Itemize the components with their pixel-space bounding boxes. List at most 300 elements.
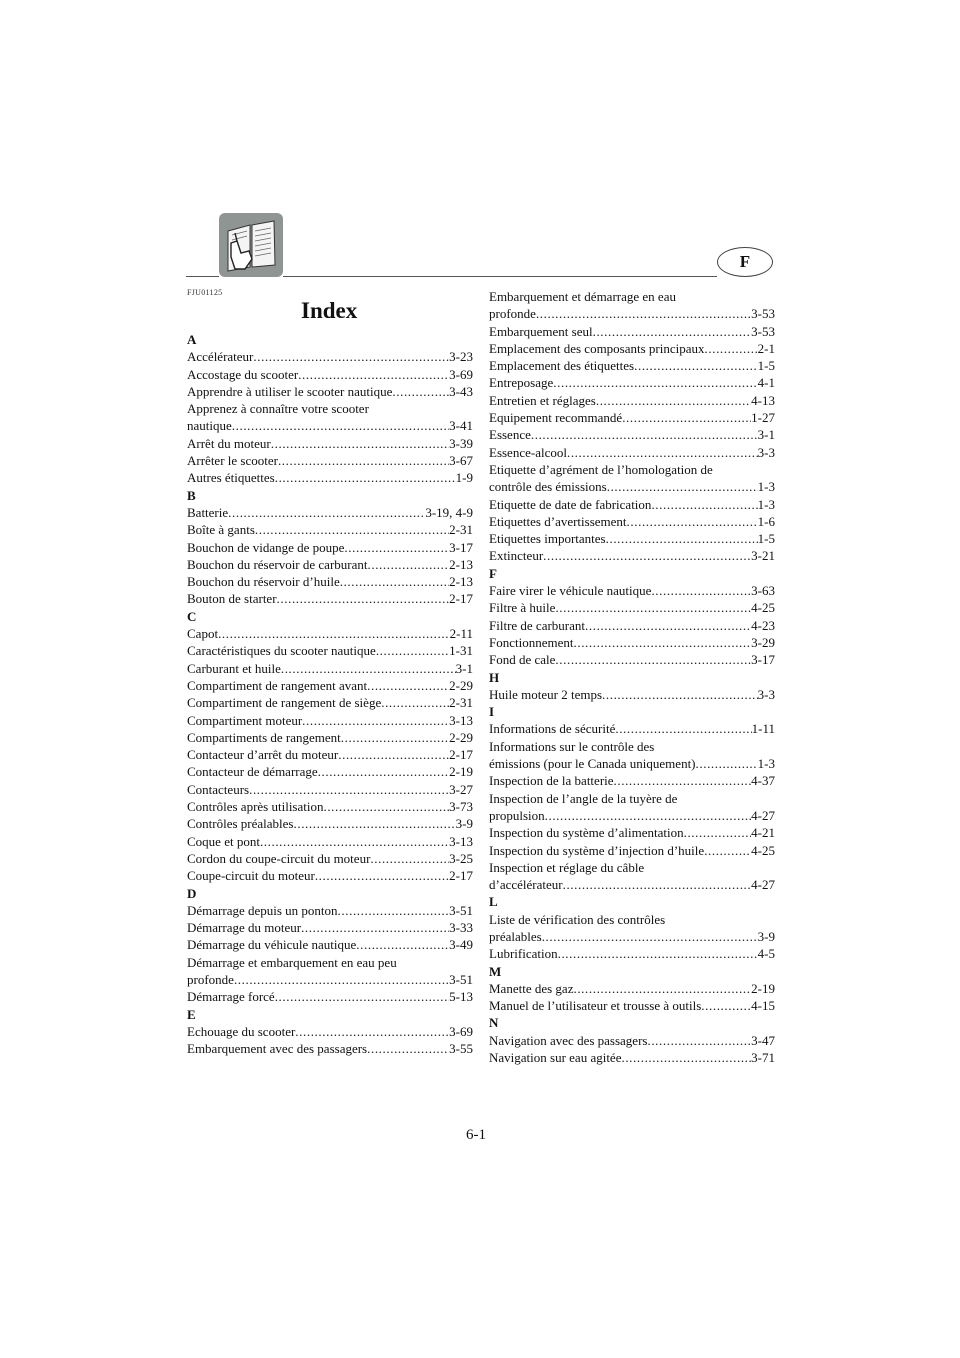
index-column-right [489,288,775,1066]
index-entry [187,1023,473,1040]
index-entry-title: Contrôles préalables [187,816,294,832]
index-entry-page: 4-1 [757,375,775,391]
index-entry-page: 1-3 [757,756,775,772]
index-entry [187,988,473,1005]
index-entry-page: 3-49 [449,937,473,953]
index-entry-page: 1-3 [757,479,775,495]
dot-leader [602,686,758,703]
index-entry-title: Fond de cale [489,652,556,668]
manual-book-icon [219,213,283,277]
index-entry [489,997,775,1014]
index-entry-title: Coque et pont [187,833,260,849]
dot-leader [367,1040,449,1057]
dot-leader [315,867,449,884]
index-entry-title: Entreposage [489,375,554,391]
dot-leader [651,582,751,599]
index-entry-line1: Etiquette d’agrément de l’homologation de [489,461,713,477]
dot-leader [553,374,757,391]
index-entry [187,348,473,365]
index-entry-page: 3-41 [449,418,473,434]
dot-leader [622,409,751,426]
dot-leader [555,651,751,668]
dot-leader [596,392,751,409]
index-entry [187,590,473,607]
dot-leader [555,599,751,616]
index-entry [489,340,775,357]
index-entry-page: 1-6 [757,513,775,529]
dot-leader [340,573,449,590]
dot-leader [301,919,449,936]
dot-leader [606,530,758,547]
dot-leader [295,1023,449,1040]
index-entry-line1: Inspection de l’angle de la tuyère de [489,790,678,806]
index-entry-line1: Embarquement et démarrage en eau [489,289,676,304]
index-entry [489,599,775,616]
index-entry-page: 2-17 [449,868,473,884]
dot-leader [275,469,456,486]
index-entry-title: Compartiments de rangement [187,729,341,745]
index-entry-page: 2-19 [449,764,473,780]
dot-leader [607,478,758,495]
dot-leader [344,539,449,556]
dot-leader [323,798,449,815]
index-entry-page: 2-11 [449,626,473,642]
dot-leader [356,936,449,953]
index-entry-title: Contacteur d’arrêt du moteur [187,747,339,763]
dot-leader [545,807,752,824]
dot-leader [232,417,449,434]
index-entry-page: 1-9 [455,470,473,486]
index-entry-page: 3-25 [449,850,473,866]
index-entry-page: 4-15 [751,998,775,1014]
index-entry [187,694,473,711]
index-entry-title: Embarquement seul [489,323,593,339]
index-entry-title: Faire virer le véhicule nautique [489,583,652,599]
index-entry-title: Arrêt du moteur [187,435,271,451]
index-entry-title: Filtre à huile [489,600,556,616]
index-letter: H [489,669,500,685]
index-entry-title: nautique [187,418,232,434]
index-entry-title: contrôle des émissions [489,479,607,495]
index-letter: E [187,1006,196,1022]
index-entry-page: 4-27 [751,807,775,823]
index-entry [187,763,473,780]
header-rule-right [283,276,717,277]
index-entry-page: 3-53 [751,323,775,339]
dot-leader [368,556,450,573]
index-entry-page: 3-51 [449,902,473,918]
index-entry [489,980,775,997]
index-entry-page: 3-67 [449,453,473,469]
dot-leader [621,1049,751,1066]
index-entry [489,686,775,703]
index-entry-page: 3-17 [449,539,473,555]
index-entry-title: Bouchon du réservoir d’huile [187,574,340,590]
index-entry-title: Démarrage du véhicule nautique [187,937,357,953]
dot-leader [277,590,450,607]
dot-leader [627,513,758,530]
index-entry-title: Inspection du système d’alimentation [489,825,684,841]
index-entry-title: profonde [489,306,536,322]
index-entry-page: 3-47 [751,1032,775,1048]
index-entry-page: 1-5 [757,358,775,374]
index-entry-title: Batterie [187,504,229,520]
index-entry-title: Compartiment moteur [187,712,303,728]
dot-leader [381,694,449,711]
index-entry-title: Démarrage depuis un ponton [187,902,338,918]
index-entry-page: 2-31 [449,695,473,711]
index-letter: I [489,704,495,720]
index-entry-title: Accélérateur [187,349,254,365]
index-entry-page: 3-13 [449,833,473,849]
index-entry-title: Filtre de carburant [489,617,586,633]
index-entry-title: Compartiment de rangement avant [187,677,368,693]
index-entry-title: Coupe-circuit du moteur [187,868,315,884]
dot-leader [376,642,449,659]
index-entry-title: Emplacement des étiquettes [489,358,635,374]
index-entry [187,469,473,486]
index-letter: C [187,608,197,624]
index-entry-page: 3-13 [449,712,473,728]
index-entry-page: 4-37 [751,773,775,789]
index-entry-page: 3-43 [449,383,473,399]
index-entry-title: Echouage du scooter [187,1023,296,1039]
index-entry [187,936,473,953]
dot-leader [536,305,751,322]
index-entry [489,409,775,426]
index-entry [489,547,775,564]
dot-leader [696,755,758,772]
dot-leader [573,980,751,997]
index-entry [489,1049,775,1066]
index-entry-title: Navigation avec des passagers [489,1032,648,1048]
index-entry [187,746,473,763]
index-entry-line1: Démarrage et embarquement en eau peu [187,954,397,970]
index-entry [187,556,473,573]
dot-leader [614,772,752,789]
index-entry-title: Essence [489,427,531,443]
index-entry [489,790,775,825]
dot-leader [574,634,752,651]
index-entry-page: 3-21 [751,548,775,564]
index-entry-title: Contacteurs [187,781,250,797]
index-entry [187,573,473,590]
index-entry [489,392,775,409]
index-entry [187,435,473,452]
index-entry [489,720,775,737]
index-entry [187,625,473,642]
index-entry-page: 3-55 [449,1041,473,1057]
index-entry-page: 4-27 [751,877,775,893]
index-entry [187,1040,473,1057]
index-entry-title: Fonctionnement [489,634,574,650]
index-entry [489,651,775,668]
dot-leader [294,815,456,832]
dot-leader [218,625,450,642]
index-entry [489,859,775,894]
index-letter: A [187,332,197,347]
index-entry-title: Navigation sur eau agitée [489,1050,622,1066]
index-entry-title: Capot [187,626,219,642]
index-entry [187,712,473,729]
section-code: FJU01125 [187,288,223,297]
index-entry-title: Emplacement des composants principaux [489,340,705,356]
index-entry [489,824,775,841]
index-entry-page: 1-5 [757,531,775,547]
page-number: 6-1 [466,1127,486,1143]
index-entry-page: 3-51 [449,971,473,987]
dot-leader [302,712,449,729]
index-entry [187,798,473,815]
dot-leader [651,496,757,513]
dot-leader [338,746,449,763]
index-entry [489,461,775,496]
index-entry-title: propulsion [489,807,545,823]
dot-leader [392,383,449,400]
index-entry-page: 3-1 [455,660,473,676]
index-entry-page: 3-33 [449,920,473,936]
index-entry-page: 3-69 [449,1023,473,1039]
index-entry-title: Démarrage du moteur [187,920,302,936]
dot-leader [260,833,449,850]
index-entry-page: 3-9 [757,928,775,944]
dot-leader [228,504,425,521]
index-entry [489,426,775,443]
index-entry-page: 3-39 [449,435,473,451]
dot-leader [567,444,758,461]
index-entry [187,729,473,746]
index-entry [489,444,775,461]
index-entry-page: 2-1 [757,340,775,356]
index-entry [187,504,473,521]
index-entry [489,1032,775,1049]
index-entry-page: 2-13 [449,556,473,572]
index-entry-title: Arrêter le scooter [187,453,278,469]
dot-leader [281,660,456,677]
index-entry-page: 4-25 [751,842,775,858]
index-entry-page: 3-19, 4-9 [425,504,473,520]
dot-leader [253,348,449,365]
dot-leader [271,435,449,452]
index-entry-title: émissions (pour le Canada uniquement) [489,756,696,772]
dot-leader [318,763,450,780]
dot-leader [563,876,752,893]
index-entry-title: Lubrification [489,946,558,962]
index-entry-page: 1-3 [757,496,775,512]
dot-leader [298,366,449,383]
page-title: Index [301,298,358,323]
dot-leader [593,323,752,340]
index-entry-page: 4-5 [757,946,775,962]
index-entry-page: 3-63 [751,583,775,599]
index-entry-title: Accostage du scooter [187,366,299,382]
index-letter: N [489,1015,499,1031]
index-entry [187,642,473,659]
index-entry-title: Démarrage forcé [187,989,275,1005]
index-entry-title: profonde [187,971,234,987]
index-entry [489,772,775,789]
index-entry-title: Etiquette de date de fabrication [489,496,652,512]
dot-leader [234,971,449,988]
dot-leader [701,997,751,1014]
index-entry-line1: Liste de vérification des contrôles [489,911,666,927]
language-badge: F [717,247,773,277]
index-entry-page: 5-13 [449,989,473,1005]
index-entry-title: Inspection de la batterie [489,773,614,789]
dot-leader [634,357,758,374]
index-entry-page: 2-13 [449,574,473,590]
header-rule-left [186,276,219,277]
index-entry-page: 4-23 [751,617,775,633]
index-entry-page: 4-25 [751,600,775,616]
index-entry-page: 3-29 [751,634,775,650]
index-entry-title: Essence-alcool [489,444,567,460]
index-entry-page: 2-29 [449,729,473,745]
index-letter: F [489,565,497,581]
index-entry [489,945,775,962]
index-entry-title: Carburant et huile [187,660,281,676]
index-entry [489,357,775,374]
index-entry-page: 2-29 [449,677,473,693]
dot-leader [542,928,758,945]
index-entry-page: 3-23 [449,349,473,365]
index-entry [187,452,473,469]
index-entry-title: Contrôles après utilisation [187,799,324,815]
index-entry-page: 2-17 [449,591,473,607]
index-entry-title: Equipement recommandé [489,410,623,426]
index-entry-title: Etiquettes importantes [489,531,606,547]
dot-leader [370,850,449,867]
index-entry-title: Manuel de l’utilisateur et trousse à outils [489,998,702,1014]
index-entry-title: Extincteur [489,548,544,564]
index-entry [489,513,775,530]
index-entry [187,539,473,556]
index-entry [489,634,775,651]
index-entry-line1: Informations sur le contrôle des [489,738,655,754]
dot-leader [338,902,450,919]
index-entry-page: 3-53 [751,306,775,322]
dot-leader [684,824,752,841]
index-entry-title: Embarquement avec des passagers [187,1041,368,1057]
index-entry-line1: Apprenez à connaître votre scooter [187,401,369,417]
index-entry-title: Boîte à gants [187,522,255,538]
index-entry-page: 3-1 [757,427,775,443]
index-entry [187,954,473,989]
index-entry [187,521,473,538]
index-entry [187,833,473,850]
dot-leader [585,617,751,634]
index-letter: D [187,885,197,901]
index-letter: M [489,963,502,979]
index-entry [187,815,473,832]
index-entry-page: 3-3 [757,444,775,460]
dot-leader [705,340,758,357]
index-entry [489,738,775,773]
index-entry [489,374,775,391]
index-entry [489,911,775,946]
dot-leader [543,547,751,564]
index-entry-title: Huile moteur 2 temps [489,686,603,702]
index-entry-title: Inspection du système d’injection d’huile [489,842,705,858]
index-entry-title: Etiquettes d’avertissement [489,513,627,529]
index-entry-title: Bouchon du réservoir de carburant [187,556,368,572]
dot-leader [647,1032,751,1049]
dot-leader [367,677,449,694]
index-entry-page: 3-27 [449,781,473,797]
index-entry-page: 4-13 [751,392,775,408]
index-entry [489,582,775,599]
index-entry [187,383,473,400]
dot-leader [275,988,449,1005]
index-column-left [187,331,473,1057]
index-entry-page: 3-73 [449,799,473,815]
index-entry-title: Contacteur de démarrage [187,764,318,780]
index-entry-title: Entretien et réglages [489,392,596,408]
index-entry-title: Bouton de starter [187,591,277,607]
index-entry-title: préalables [489,928,542,944]
index-entry-title: Manette des gaz [489,980,574,996]
index-entry [187,781,473,798]
index-entry-page: 3-17 [751,652,775,668]
index-entry-page: 3-9 [455,816,473,832]
index-entry-page: 2-31 [449,522,473,538]
index-entry [489,496,775,513]
index-entry-page: 3-69 [449,366,473,382]
index-entry [489,530,775,547]
dot-leader [615,720,751,737]
index-entry-page: 4-21 [751,825,775,841]
dot-leader [249,781,449,798]
index-entry-title: Apprendre à utiliser le scooter nautique [187,383,393,399]
index-entry [187,677,473,694]
dot-leader [255,521,449,538]
index-entry-title: Informations de sécurité [489,721,616,737]
dot-leader [704,842,751,859]
dot-leader [278,452,449,469]
index-entry [489,323,775,340]
dot-leader [558,945,758,962]
index-entry-page: 3-3 [757,686,775,702]
index-entry [187,902,473,919]
index-entry-title: Cordon du coupe-circuit du moteur [187,850,371,866]
index-entry-page: 1-31 [449,643,473,659]
index-entry-page: 2-17 [449,747,473,763]
index-entry-title: Autres étiquettes [187,470,275,486]
index-entry-page: 1-27 [751,410,775,426]
dot-leader [341,729,449,746]
index-entry-page: 2-19 [751,980,775,996]
index-entry-title: d’accélérateur [489,877,563,893]
index-entry-page: 1-11 [751,721,775,737]
index-entry-title: Caractéristiques du scooter nautique [187,643,376,659]
index-entry [187,867,473,884]
index-entry-title: Compartiment de rangement de siège [187,695,382,711]
index-entry [187,366,473,383]
index-entry [187,850,473,867]
index-entry [489,617,775,634]
index-letter: B [187,487,196,503]
index-entry [187,919,473,936]
index-entry-title: Bouchon de vidange de poupe [187,539,345,555]
index-entry [489,842,775,859]
index-entry [187,400,473,435]
index-entry-page: 3-71 [751,1050,775,1066]
dot-leader [531,426,758,443]
index-entry [187,660,473,677]
index-entry [489,288,775,323]
index-letter: L [489,894,498,910]
index-entry-line1: Inspection et réglage du câble [489,859,645,875]
